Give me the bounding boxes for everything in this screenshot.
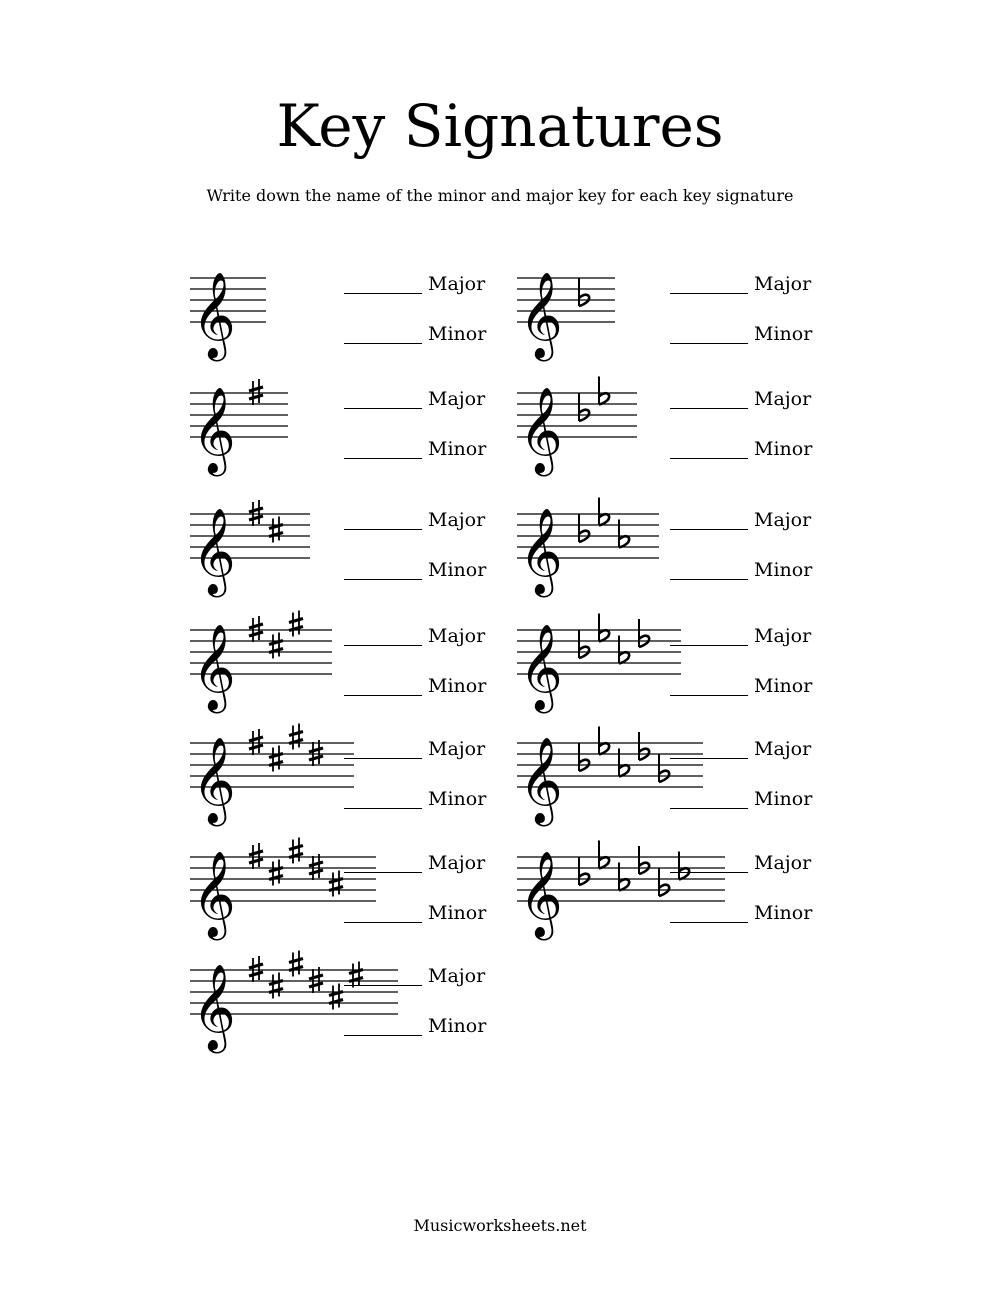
svg-text:𝄞: 𝄞 <box>519 851 563 937</box>
key-signature-staff <box>190 363 288 475</box>
key-signature-staff <box>190 484 310 596</box>
sharp-icon <box>269 517 283 543</box>
major-answer-blank[interactable] <box>344 645 422 646</box>
treble-clef-icon <box>519 624 563 714</box>
minor-answer-blank[interactable] <box>344 1035 422 1036</box>
minor-answer <box>670 900 850 926</box>
major-label: Major <box>428 509 486 531</box>
major-answer-blank[interactable] <box>344 985 422 986</box>
flat-icon <box>579 514 589 542</box>
minor-label: Minor <box>428 559 487 581</box>
svg-text:𝄞: 𝄞 <box>192 387 236 473</box>
key-signature-staff <box>517 484 659 596</box>
treble-clef-icon <box>192 508 236 598</box>
sharp-icon <box>289 951 303 977</box>
key-signature-staff <box>190 248 266 360</box>
flat-icon <box>599 498 609 526</box>
minor-label: Minor <box>754 559 813 581</box>
treble-clef-icon <box>519 737 563 827</box>
treble-clef-icon <box>519 851 563 941</box>
major-answer <box>344 271 524 297</box>
major-label: Major <box>754 852 812 874</box>
sharp-icon <box>249 379 263 405</box>
sharp-icon <box>249 500 263 526</box>
svg-text:𝄞: 𝄞 <box>519 387 563 473</box>
major-answer-blank[interactable] <box>344 529 422 530</box>
svg-text:𝄞: 𝄞 <box>192 508 236 594</box>
treble-clef-icon <box>519 272 563 362</box>
sharp-icon <box>329 871 343 897</box>
major-answer <box>670 271 850 297</box>
major-answer-blank[interactable] <box>344 758 422 759</box>
footer-credit: Musicworksheets.net <box>413 1216 587 1235</box>
minor-label: Minor <box>428 1015 487 1037</box>
flat-icon <box>619 749 629 777</box>
svg-text:𝄞: 𝄞 <box>192 851 236 937</box>
major-answer-blank[interactable] <box>670 529 748 530</box>
major-label: Major <box>754 738 812 760</box>
svg-text:𝄞: 𝄞 <box>192 737 236 823</box>
minor-answer <box>670 673 850 699</box>
minor-label: Minor <box>754 438 813 460</box>
sharp-icon <box>289 611 303 637</box>
minor-answer-blank[interactable] <box>670 695 748 696</box>
minor-answer-blank[interactable] <box>670 579 748 580</box>
flat-icon <box>599 841 609 869</box>
treble-clef-icon <box>192 851 236 941</box>
minor-answer <box>670 786 850 812</box>
sharp-icon <box>249 616 263 642</box>
major-answer-blank[interactable] <box>670 408 748 409</box>
minor-answer <box>670 436 850 462</box>
major-answer <box>670 850 850 876</box>
flat-icon <box>599 614 609 642</box>
minor-answer <box>344 786 524 812</box>
treble-clef-icon <box>519 387 563 477</box>
major-label: Major <box>428 852 486 874</box>
major-answer <box>670 386 850 412</box>
svg-text:𝄞: 𝄞 <box>519 624 563 710</box>
major-answer-blank[interactable] <box>670 645 748 646</box>
minor-answer-blank[interactable] <box>670 343 748 344</box>
key-signature-staff <box>517 600 681 712</box>
major-answer <box>344 623 524 649</box>
key-signature-staff <box>190 713 354 825</box>
flat-icon <box>619 636 629 664</box>
major-answer <box>344 736 524 762</box>
flat-icon <box>579 393 589 421</box>
minor-answer <box>344 673 524 699</box>
major-answer <box>670 623 850 649</box>
major-answer <box>670 507 850 533</box>
sharp-icon <box>269 973 283 999</box>
minor-label: Minor <box>428 438 487 460</box>
svg-text:𝄞: 𝄞 <box>519 272 563 358</box>
key-signature-staff <box>517 248 615 360</box>
minor-answer-blank[interactable] <box>344 458 422 459</box>
major-label: Major <box>428 273 486 295</box>
sharp-icon <box>289 838 303 864</box>
treble-clef-icon <box>519 508 563 598</box>
treble-clef-icon <box>192 272 236 362</box>
major-label: Major <box>754 625 812 647</box>
treble-clef-icon <box>192 387 236 477</box>
key-signature-staff <box>517 363 637 475</box>
flat-icon <box>599 727 609 755</box>
minor-answer <box>670 557 850 583</box>
sharp-icon <box>269 860 283 886</box>
minor-answer <box>344 1013 524 1039</box>
sharp-icon <box>249 843 263 869</box>
flat-icon <box>659 868 669 896</box>
minor-answer-blank[interactable] <box>344 579 422 580</box>
major-label: Major <box>428 625 486 647</box>
sharp-icon <box>269 633 283 659</box>
minor-answer-blank[interactable] <box>670 922 748 923</box>
sharp-icon <box>309 740 323 766</box>
flat-icon <box>599 377 609 405</box>
minor-answer-blank[interactable] <box>670 458 748 459</box>
major-answer <box>670 736 850 762</box>
minor-answer <box>344 557 524 583</box>
minor-answer-blank[interactable] <box>344 922 422 923</box>
major-answer <box>344 507 524 533</box>
flat-icon <box>579 857 589 885</box>
minor-answer-blank[interactable] <box>344 695 422 696</box>
flat-icon <box>639 846 649 874</box>
major-answer <box>344 850 524 876</box>
flat-icon <box>639 732 649 760</box>
major-answer-blank[interactable] <box>344 408 422 409</box>
minor-answer <box>670 321 850 347</box>
sharp-icon <box>269 746 283 772</box>
minor-answer <box>344 436 524 462</box>
sharp-icon <box>329 984 343 1010</box>
svg-text:𝄞: 𝄞 <box>192 964 236 1050</box>
sharp-icon <box>309 854 323 880</box>
minor-label: Minor <box>428 323 487 345</box>
minor-label: Minor <box>428 675 487 697</box>
major-answer-blank[interactable] <box>344 293 422 294</box>
svg-text:𝄞: 𝄞 <box>192 272 236 358</box>
treble-clef-icon <box>192 964 236 1054</box>
major-label: Major <box>428 388 486 410</box>
sharp-icon <box>289 724 303 750</box>
minor-label: Minor <box>428 788 487 810</box>
major-answer <box>344 386 524 412</box>
major-answer-blank[interactable] <box>670 758 748 759</box>
sharp-icon <box>249 956 263 982</box>
minor-answer-blank[interactable] <box>344 343 422 344</box>
flat-icon <box>659 754 669 782</box>
major-answer-blank[interactable] <box>344 872 422 873</box>
key-signature-staff <box>190 600 332 712</box>
page-title: Key Signatures <box>276 92 724 160</box>
minor-answer <box>344 900 524 926</box>
flat-icon <box>579 743 589 771</box>
svg-text:𝄞: 𝄞 <box>519 737 563 823</box>
minor-label: Minor <box>754 323 813 345</box>
major-label: Major <box>754 388 812 410</box>
treble-clef-icon <box>192 737 236 827</box>
major-label: Major <box>428 965 486 987</box>
minor-label: Minor <box>428 902 487 924</box>
major-label: Major <box>428 738 486 760</box>
flat-icon <box>579 630 589 658</box>
flat-icon <box>639 619 649 647</box>
minor-answer <box>344 321 524 347</box>
minor-label: Minor <box>754 788 813 810</box>
major-answer-blank[interactable] <box>670 872 748 873</box>
treble-clef-icon <box>192 624 236 714</box>
flat-icon <box>619 863 629 891</box>
minor-answer-blank[interactable] <box>344 808 422 809</box>
major-answer <box>344 963 524 989</box>
flat-icon <box>619 520 629 548</box>
major-label: Major <box>754 273 812 295</box>
minor-label: Minor <box>754 902 813 924</box>
minor-label: Minor <box>754 675 813 697</box>
svg-text:𝄞: 𝄞 <box>192 624 236 710</box>
svg-text:𝄞: 𝄞 <box>519 508 563 594</box>
major-answer-blank[interactable] <box>670 293 748 294</box>
flat-icon <box>579 278 589 306</box>
minor-answer-blank[interactable] <box>670 808 748 809</box>
sharp-icon <box>309 967 323 993</box>
major-label: Major <box>754 509 812 531</box>
instructions: Write down the name of the minor and major key for each key signature <box>206 186 794 205</box>
sharp-icon <box>249 729 263 755</box>
